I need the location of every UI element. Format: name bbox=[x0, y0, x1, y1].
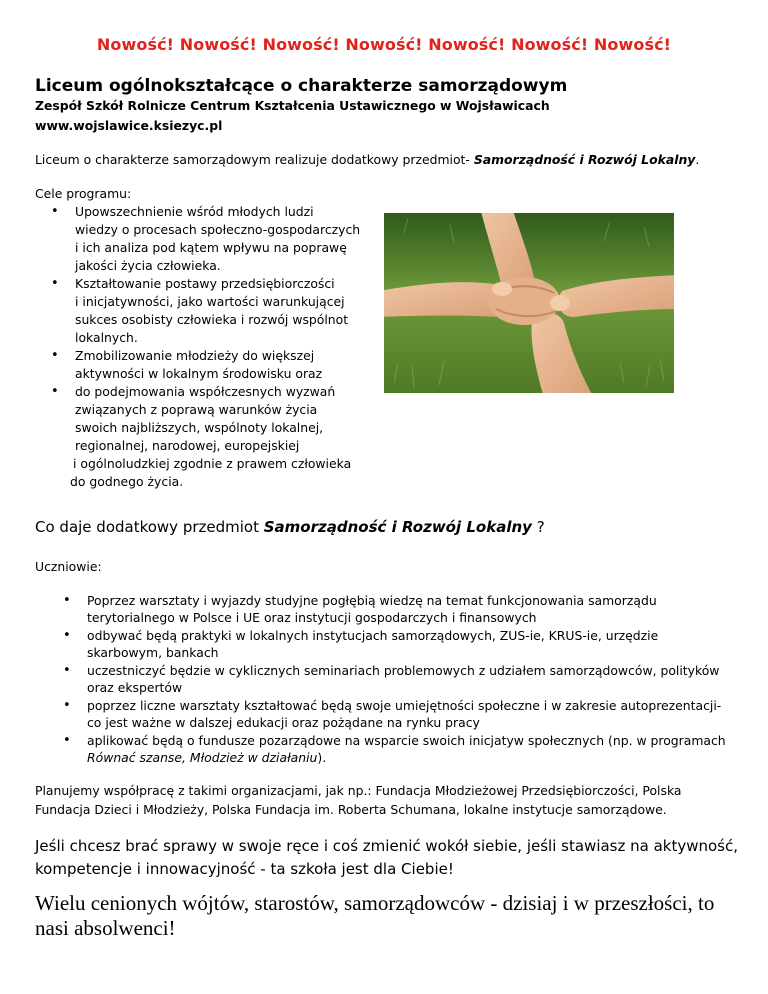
intro-paragraph bbox=[35, 152, 699, 167]
benefit-item bbox=[35, 662, 745, 696]
intro-subject: Samorządność i Rozwój Lokalny bbox=[473, 152, 696, 167]
benefits-list bbox=[35, 592, 745, 767]
goal-line: sukces osobisty człowieka i rozwój wspólnot bbox=[75, 312, 349, 327]
cooperation-line: Planujemy współpracę z takimi organizacjami, jak np.: Fundacja Młodzieżowej Przedsiębiorczości, Polska bbox=[35, 783, 682, 798]
goal-line: do godnego życia. bbox=[70, 474, 184, 489]
benefit-line bbox=[87, 749, 745, 766]
benefit-line: • uczestniczyć będzie w cyklicznych seminariach problemowych z udziałem samorządowców, polityków bbox=[87, 663, 720, 678]
intro-text: Liceum o charakterze samorządowym realizuje dodatkowy przedmiot- bbox=[35, 152, 474, 167]
goal-item bbox=[35, 203, 365, 275]
closing-line: Wielu cenionych wójtów, starostów, samorządowców - dzisiaj i w przeszłości, to bbox=[35, 891, 715, 915]
goal-line: i inicjatywności, jako wartości warunkującej bbox=[75, 294, 345, 309]
goal-line: swoich najbliższych, wspólnoty lokalnej, bbox=[75, 420, 324, 435]
goal-line: • Zmobilizowanie młodzieży do większej bbox=[75, 348, 315, 363]
question-text: Co daje dodatkowy przedmiot bbox=[35, 518, 264, 536]
program-goals bbox=[35, 185, 365, 491]
benefit-line: • poprzez liczne warsztaty kształtować będą swoje umiejętności społeczne i w zakresie autoprezentacji- bbox=[87, 698, 722, 713]
benefit-line: oraz ekspertów bbox=[87, 680, 183, 695]
goal-item bbox=[35, 383, 365, 455]
benefit-line: terytorialnego w Polsce i UE oraz instytucji gospodarczych i finansowych bbox=[87, 610, 537, 625]
joined-hands-photo bbox=[384, 213, 674, 393]
call-to-action bbox=[35, 835, 755, 881]
school-website: www.wojslawice.ksiezyc.pl bbox=[35, 118, 223, 133]
goal-line: jakości życia człowieka. bbox=[75, 258, 221, 273]
page-title: Liceum ogólnokształcące o charakterze samorządowym bbox=[35, 76, 568, 96]
benefit-line: co jest ważne w dalszej edukacji oraz pożądane na rynku pracy bbox=[87, 715, 480, 730]
benefit-item bbox=[35, 732, 745, 766]
goal-line: wiedzy o procesach społeczno-gospodarczych bbox=[75, 222, 361, 237]
closing-statement bbox=[35, 891, 755, 941]
goal-line: związanych z poprawą warunków życia bbox=[75, 402, 318, 417]
benefit-line: skarbowym, bankach bbox=[87, 645, 219, 660]
goal-line: aktywności w lokalnym środowisku oraz bbox=[75, 366, 323, 381]
goals-label: Cele programu: bbox=[35, 186, 132, 201]
goal-item bbox=[35, 275, 365, 347]
benefit-item bbox=[35, 592, 745, 626]
goal-line: regionalnej, narodowej, europejskiej bbox=[75, 438, 300, 453]
school-name: Zespół Szkół Rolnicze Centrum Kształcenia Ustawicznego w Wojsławicach bbox=[35, 98, 550, 113]
goals-list bbox=[35, 203, 365, 455]
students-label: Uczniowie: bbox=[35, 559, 102, 574]
goal-item bbox=[35, 347, 365, 383]
benefit-line: • aplikować będą o fundusze pozarządowe na wsparcie swoich inicjatyw społecznych (np. w programach bbox=[87, 733, 726, 748]
benefit-line: • odbywać będą praktyki w lokalnych instytucjach samorządowych, ZUS-ie, KRUS-ie, urzędzie bbox=[87, 628, 659, 643]
programs-names: Równać szanse, Młodzież w działaniu bbox=[87, 750, 318, 765]
goal-line: • do podejmowania współczesnych wyzwań bbox=[75, 384, 336, 399]
goal-line: i ich analiza pod kątem wpływu na poprawę bbox=[75, 240, 347, 255]
benefit-item bbox=[35, 627, 745, 661]
goal-line: • Kształtowanie postawy przedsiębiorczości bbox=[75, 276, 335, 291]
cooperation-paragraph bbox=[35, 781, 745, 819]
closing-line: nasi absolwenci! bbox=[35, 916, 176, 940]
cooperation-line: Fundacja Dzieci i Młodzieży, Polska Fundacja im. Roberta Schumana, lokalne instytucje samorządowe. bbox=[35, 802, 667, 817]
benefit-line: • Poprzez warsztaty i wyjazdy studyjne pogłębią wiedzę na temat funkcjonowania samorządu bbox=[87, 593, 657, 608]
call-line: Jeśli chcesz brać sprawy w swoje ręce i coś zmienić wokół siebie, jeśli stawiasz na aktywność, bbox=[35, 837, 739, 855]
question-heading bbox=[35, 518, 545, 536]
question-subject: Samorządność i Rozwój Lokalny bbox=[263, 518, 532, 536]
call-line: kompetencje i innowacyjność - ta szkoła jest dla Ciebie! bbox=[35, 860, 454, 878]
benefit-item bbox=[35, 697, 745, 731]
goal-line: i ogólnoludzkiej zgodnie z prawem człowieka bbox=[73, 456, 352, 471]
announcement-banner: Nowość! Nowość! Nowość! Nowość! Nowość! Nowość! Nowość! bbox=[96, 35, 672, 54]
intro-end: . bbox=[695, 152, 700, 167]
question-end: ? bbox=[531, 518, 545, 536]
goal-line: • Upowszechnienie wśród młodych ludzi bbox=[75, 204, 314, 219]
programs-end: ). bbox=[317, 750, 327, 765]
goal-line: lokalnych. bbox=[75, 330, 138, 345]
